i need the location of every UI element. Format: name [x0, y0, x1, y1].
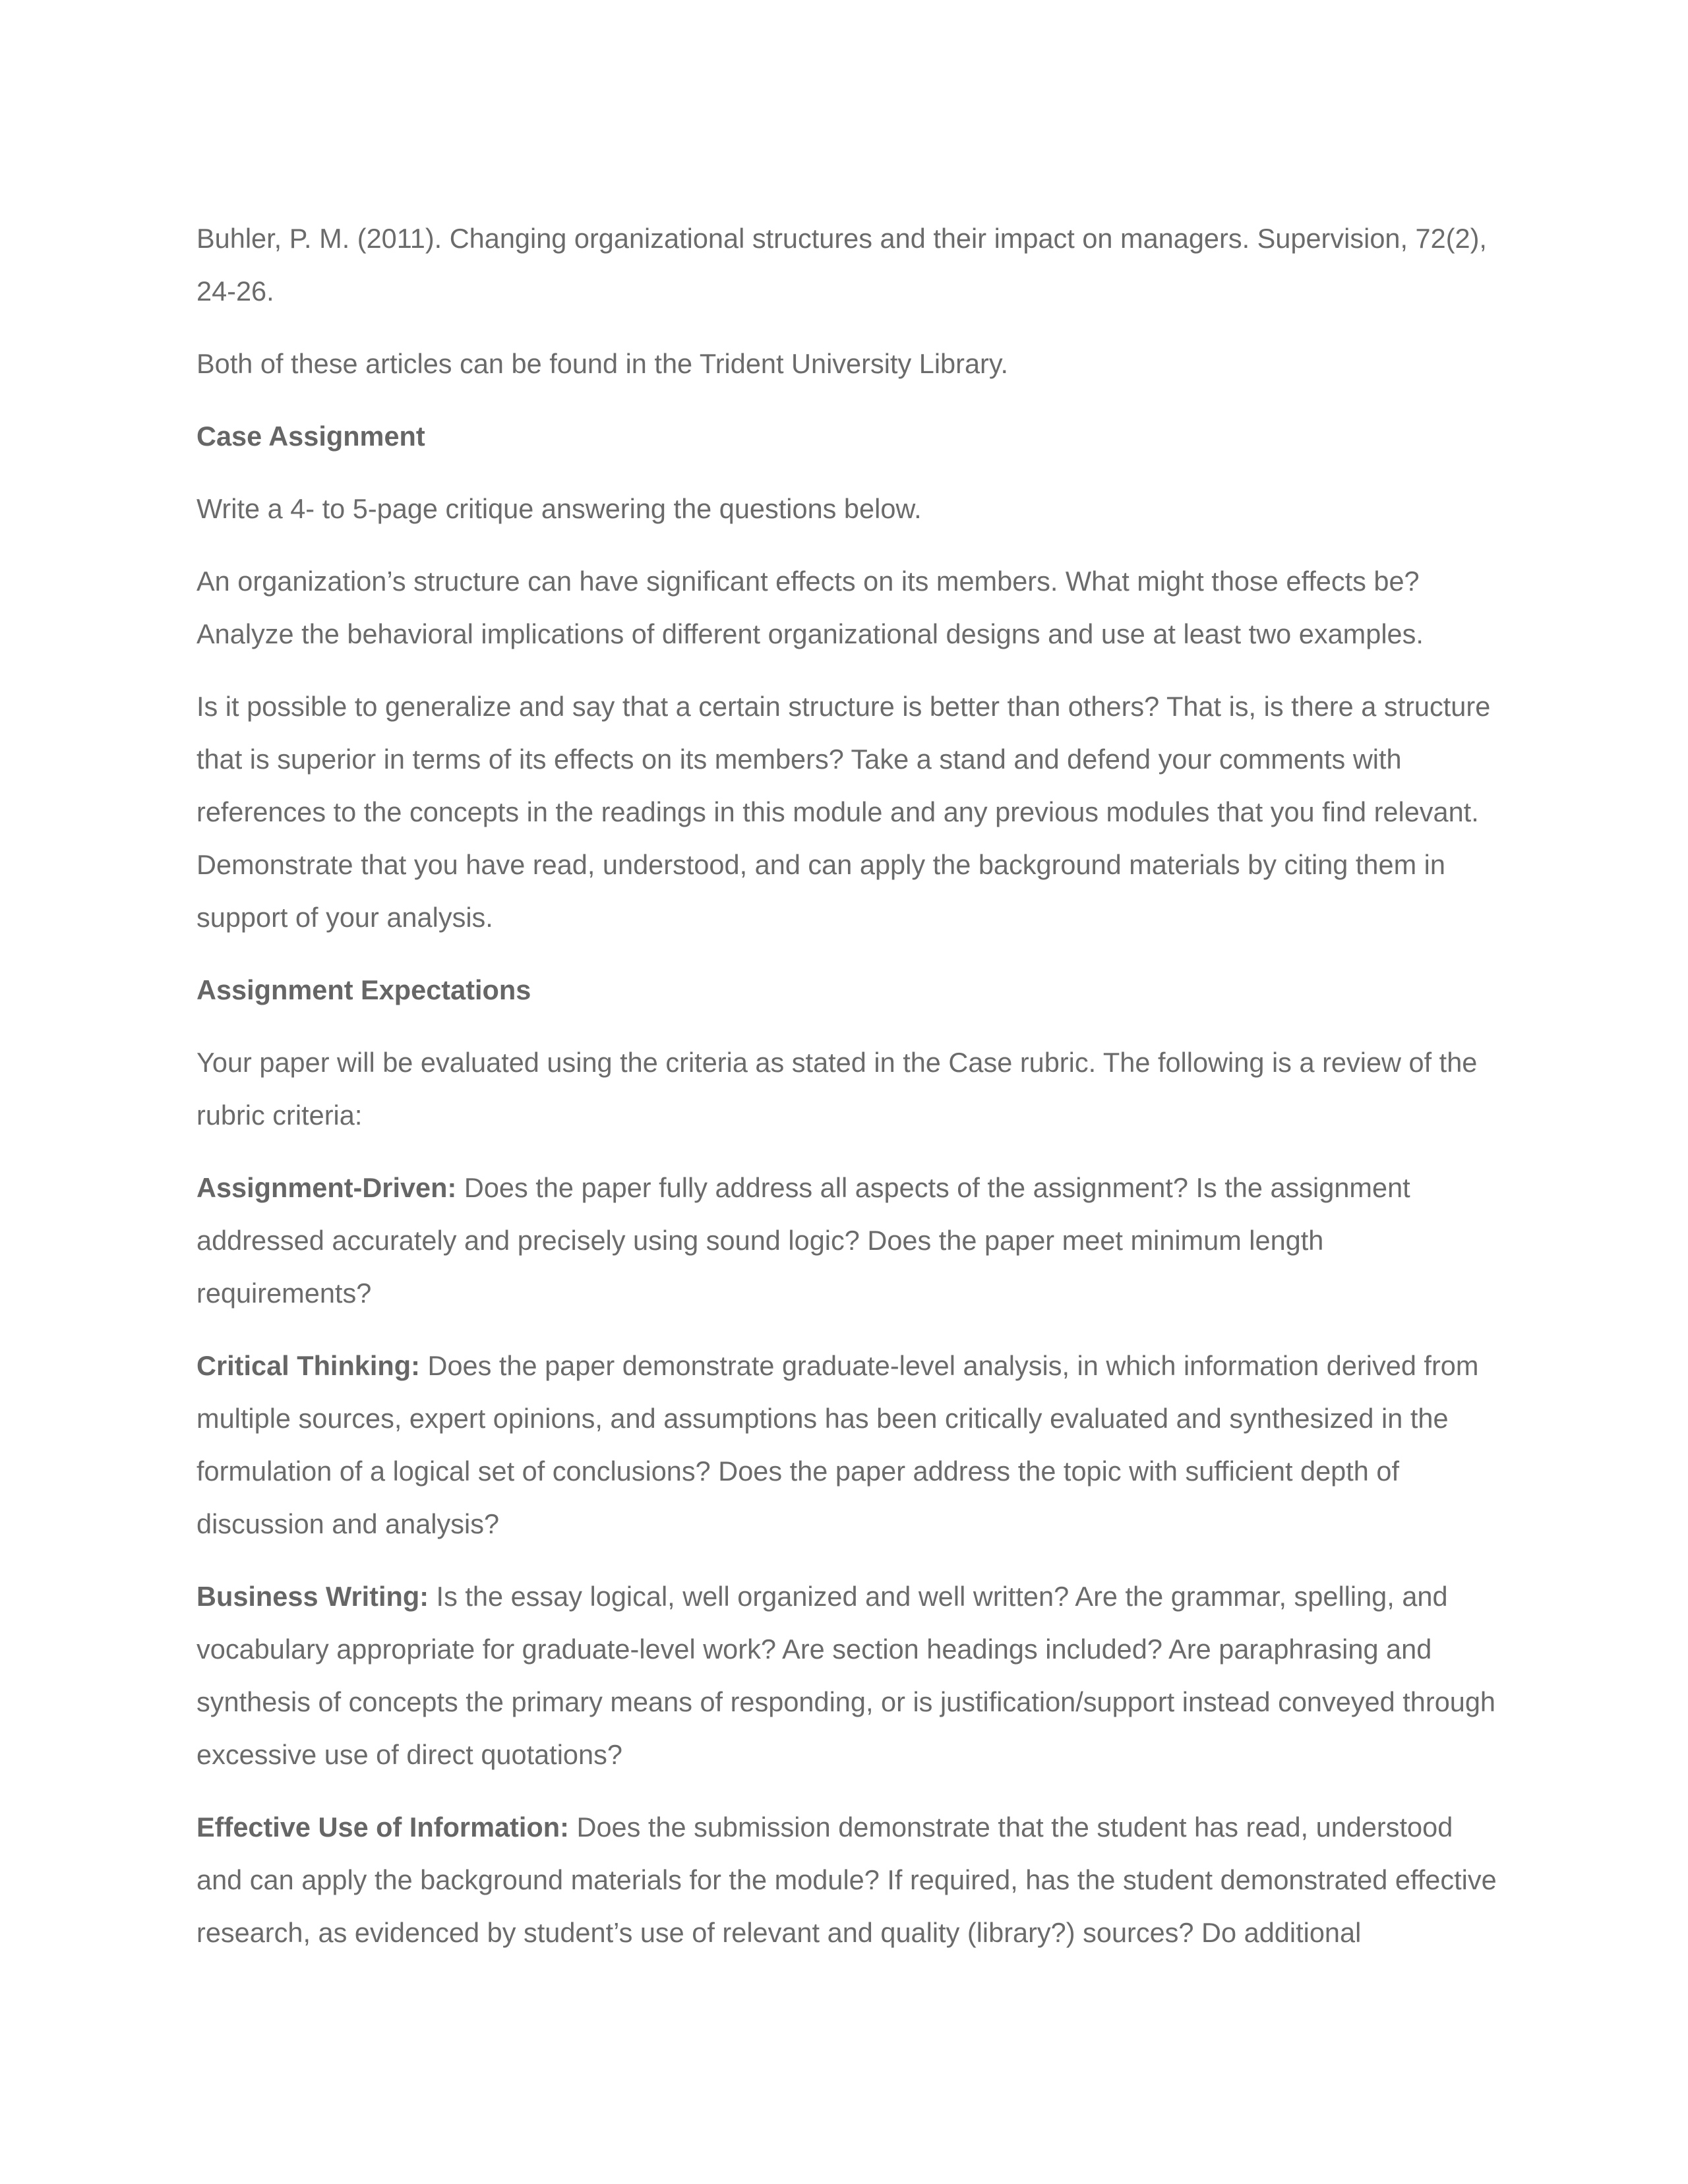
criterion-label: Critical Thinking:	[196, 1350, 420, 1381]
case-assignment-heading: Case Assignment	[196, 421, 425, 452]
criterion-text: Does the paper demonstrate graduate-level analysis, in which information derived from multiple sources, expert opinions, and assumptions has been critically evaluated and synthesized in the formulation of a logical set of conclusions? Does the paper address the topic with sufficient depth of discussion and analysis?	[196, 1350, 1479, 1539]
library-note: Both of these articles can be found in the Trident University Library.	[196, 348, 1009, 379]
assignment-expectations-heading: Assignment Expectations	[196, 974, 531, 1005]
criterion-text: Does the paper fully address all aspects of the assignment? Is the assignment addressed accurately and precisely using sound logic? Does the paper meet minimum length requirements?	[196, 1172, 1410, 1309]
case-question-generalize: Is it possible to generalize and say that a certain structure is better than others? That is, is there a structure that is superior in terms of its effects on its members? Take a stand and defend your comments with references to the concepts in the readings in this module and any previous modules that you find relevant. Demonstrate that you have read, understood, and can apply the background materials by citing them in support of your analysis.	[196, 691, 1491, 933]
case-question-effects: An organization’s structure can have significant effects on its members. What might those effects be? Analyze the behavioral implications of different organizational designs and use at least two examples.	[196, 566, 1424, 649]
criterion-effective-use-of-information	[196, 1801, 1499, 1959]
criterion-business-writing	[196, 1570, 1499, 1781]
document-body	[196, 212, 1499, 1979]
criterion-critical-thinking	[196, 1340, 1499, 1550]
criterion-assignment-driven	[196, 1162, 1499, 1320]
criterion-text: Is the essay logical, well organized and well written? Are the grammar, spelling, and vocabulary appropriate for graduate-level work? Are section headings included? Are paraphrasing and synthesis of concepts the primary means of responding, or is justification/support instead conveyed through excessive use of direct quotations?	[196, 1581, 1496, 1770]
criterion-label: Business Writing:	[196, 1581, 429, 1612]
reference-citation: Buhler, P. M. (2011). Changing organizational structures and their impact on managers. Supervision, 72(2), 24-26.	[196, 223, 1487, 307]
criterion-label: Assignment-Driven:	[196, 1172, 457, 1203]
case-assignment-instruction: Write a 4- to 5-page critique answering the questions below.	[196, 493, 922, 524]
criterion-text: Does the submission demonstrate that the student has read, understood and can apply the background materials for the module? If required, has the student demonstrated effective research, as evidenced by student’s use of relevant and quality (library?) sources? Do additional	[196, 1812, 1497, 1948]
expectations-intro: Your paper will be evaluated using the criteria as stated in the Case rubric. The following is a review of the rubric criteria:	[196, 1047, 1478, 1131]
criterion-label: Effective Use of Information:	[196, 1812, 569, 1843]
